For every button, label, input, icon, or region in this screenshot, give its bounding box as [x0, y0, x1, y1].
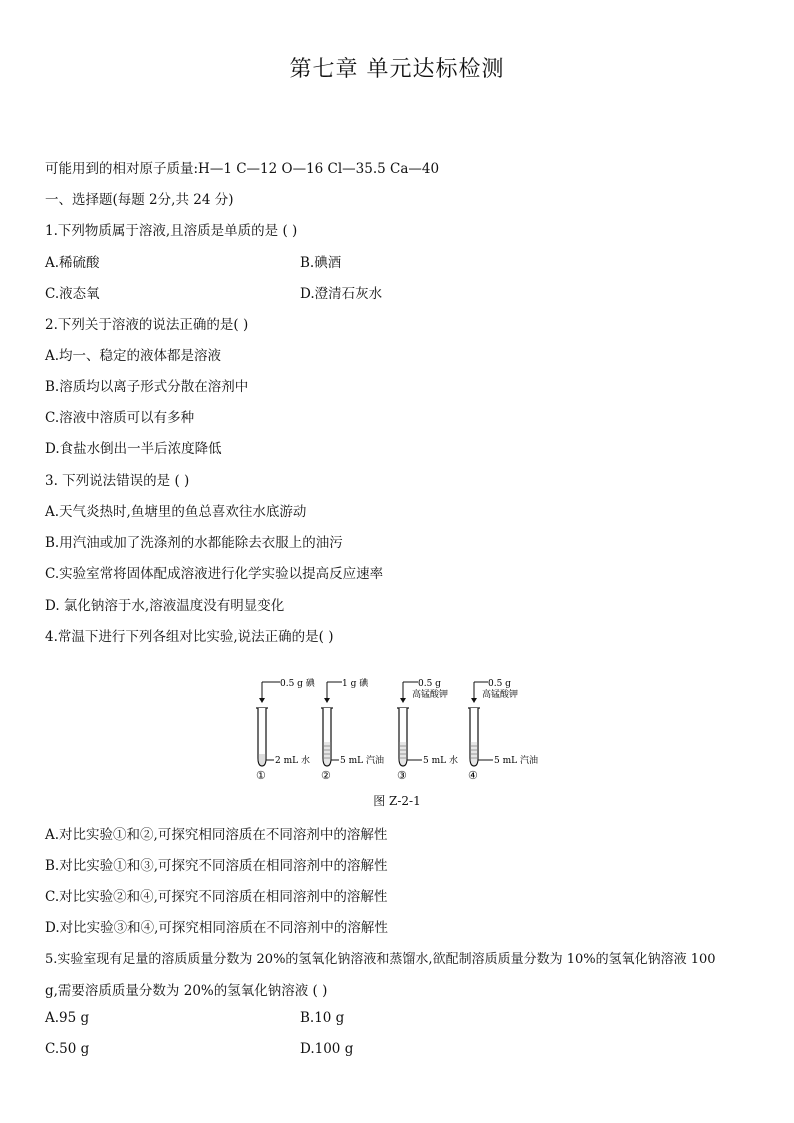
question-4-option-d: D.对比实验③和④,可探究相同溶质在不同溶剂中的溶解性 — [45, 920, 388, 936]
tube-1-solute-label: 0.5 g 碘 — [280, 679, 315, 689]
question-3-stem: 3. 下列说法错误的是 ( ) — [45, 473, 190, 489]
tube-2-liquid-label: 5 mL 汽油 — [340, 756, 384, 766]
tube-4-solute-label: 0.5 g — [488, 679, 511, 689]
question-2-option-b: B.溶质均以离子形式分散在溶剂中 — [45, 379, 249, 395]
tube-2-solute-label: 1 g 碘 — [342, 679, 369, 689]
question-1-option-c: C.液态氧 — [45, 286, 100, 302]
tube-2-number: ② — [321, 769, 331, 782]
test-tube-2 — [321, 678, 384, 782]
question-5-stem-line-1: 5.实验室现有足量的溶质质量分数为 20%的氢氧化钠溶液和蒸馏水,欲配制溶质质量分数为 10%的氢氧化钠溶液 100 — [45, 952, 716, 967]
question-5-option-b: B.10 g — [300, 1010, 345, 1026]
question-2-option-c: C.溶液中溶质可以有多种 — [45, 410, 195, 426]
question-1-option-b: B.碘酒 — [300, 255, 342, 271]
question-5-option-c: C.50 g — [45, 1041, 90, 1057]
question-1-option-a: A.稀硫酸 — [45, 255, 100, 271]
question-4-option-b: B.对比实验①和③,可探究不同溶质在相同溶剂中的溶解性 — [45, 858, 388, 874]
question-5-option-a: A.95 g — [45, 1010, 90, 1026]
test-tube-4 — [468, 679, 538, 782]
tube-4-solute-label-2: 高锰酸钾 — [482, 690, 519, 700]
tube-1-liquid-label: 2 mL 水 — [275, 756, 310, 766]
question-1-option-d: D.澄清石灰水 — [300, 286, 383, 302]
tube-3-liquid-label: 5 mL 水 — [423, 756, 458, 766]
tube-3-number: ③ — [397, 769, 407, 782]
tube-4-number: ④ — [468, 769, 478, 782]
test-tube-3 — [397, 679, 458, 782]
test-tube-1 — [256, 678, 316, 782]
question-4-option-c: C.对比实验②和④,可探究不同溶质在相同溶剂中的溶解性 — [45, 889, 388, 905]
question-5-option-d: D.100 g — [300, 1041, 354, 1057]
question-2-option-d: D.食盐水倒出一半后浓度降低 — [45, 441, 222, 457]
tube-3-solute-label: 0.5 g — [418, 679, 441, 689]
question-3-option-a: A.天气炎热时,鱼塘里的鱼总喜欢往水底游动 — [45, 504, 307, 520]
question-5-stem-line-2: g,需要溶质质量分数为 20%的氢氧化钠溶液 ( ) — [45, 983, 328, 999]
question-3-option-d: D. 氯化钠溶于水,溶液温度没有明显变化 — [45, 598, 285, 614]
tube-4-liquid-label: 5 mL 汽油 — [494, 756, 538, 766]
page-title: 第七章 单元达标检测 — [289, 57, 505, 82]
atomic-masses: 可能用到的相对原子质量:H—1 C—12 O—16 Cl—35.5 Ca—40 — [45, 161, 440, 177]
question-2-option-a: A.均一、稳定的液体都是溶液 — [45, 348, 222, 364]
question-1-stem: 1.下列物质属于溶液,且溶质是单质的是 ( ) — [45, 223, 298, 239]
question-4-stem: 4.常温下进行下列各组对比实验,说法正确的是( ) — [45, 629, 334, 645]
question-2-stem: 2.下列关于溶液的说法正确的是( ) — [45, 317, 249, 333]
tube-1-number: ① — [256, 769, 266, 782]
section-heading: 一、选择题(每题 2分,共 24 分) — [45, 192, 234, 208]
question-4-option-a: A.对比实验①和②,可探究相同溶质在不同溶剂中的溶解性 — [45, 827, 388, 843]
tube-3-solute-label-2: 高锰酸钾 — [412, 690, 449, 700]
figure-caption: 图 Z-2-1 — [373, 794, 421, 808]
question-3-option-b: B.用汽油或加了洗涤剂的水都能除去衣服上的油污 — [45, 535, 343, 551]
question-3-option-c: C.实验室常将固体配成溶液进行化学实验以提高反应速率 — [45, 566, 384, 582]
test-tubes-figure — [250, 678, 550, 790]
